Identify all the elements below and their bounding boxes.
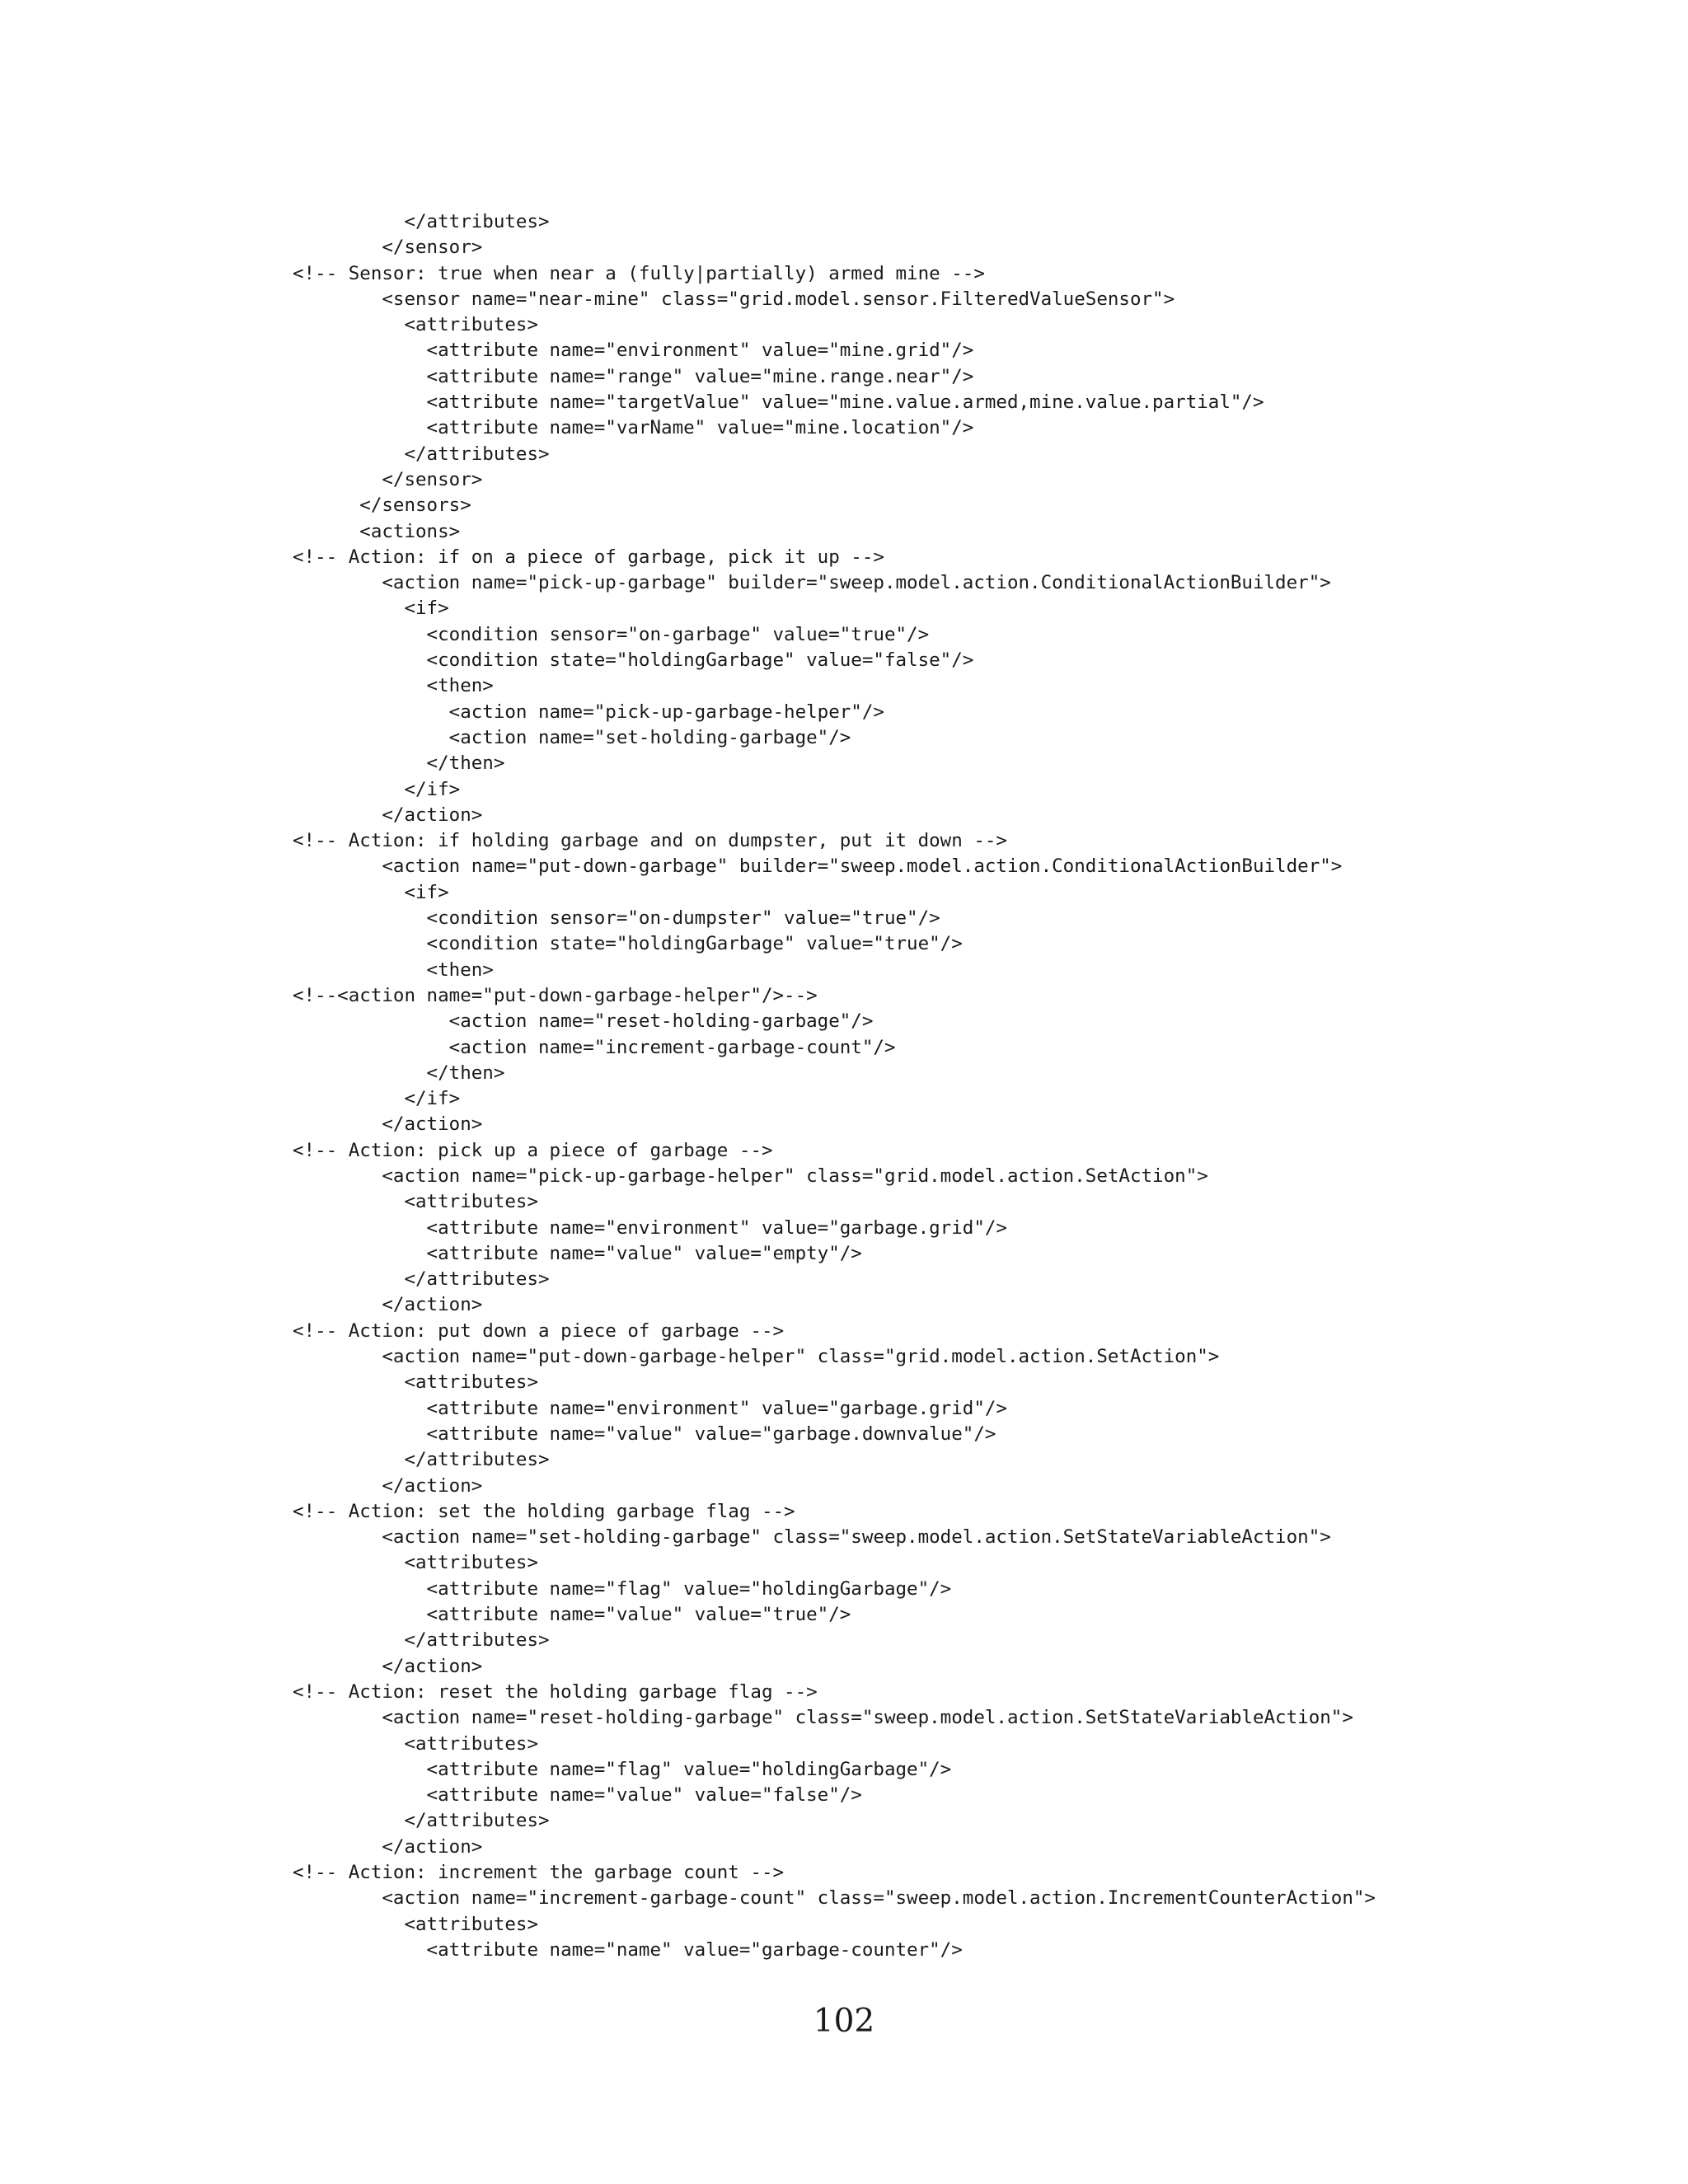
code-line: </action> (293, 1474, 483, 1497)
code-line: <attributes> (293, 1191, 539, 1213)
code-line: <attributes> (293, 314, 539, 336)
code-line: <!-- Action: set the holding garbage flag --> (293, 1500, 795, 1522)
code-line: </attributes> (293, 443, 550, 465)
code-line: </attributes> (293, 1268, 550, 1291)
code-line: <attribute name="environment" value="garbage.grid"/> (293, 1397, 1007, 1419)
code-line: <action name="set-holding-garbage" class="sweep.model.action.SetStateVariableAction"> (293, 1526, 1331, 1549)
code-line: <attribute name="flag" value="holdingGarbage"/> (293, 1577, 952, 1600)
code-line: <action name="put-down-garbage" builder="sweep.model.action.ConditionalActionBuilder"> (293, 855, 1343, 878)
code-line: <!-- Sensor: true when near a (fully|partially) armed mine --> (293, 262, 985, 284)
code-line: <attribute name="range" value="mine.range.near"/> (293, 365, 974, 387)
code-line: <action name="increment-garbage-count" class="sweep.model.action.IncrementCounterAction"> (293, 1887, 1376, 1910)
code-line: <attribute name="flag" value="holdingGarbage"/> (293, 1758, 952, 1780)
code-line: </sensors> (293, 494, 471, 517)
code-line: <attributes> (293, 1552, 539, 1574)
code-line: <attribute name="environment" value="garbage.grid"/> (293, 1216, 1007, 1239)
code-line: <attributes> (293, 1371, 539, 1394)
code-line: </then> (293, 752, 505, 775)
code-line: <if> (293, 881, 449, 903)
code-line: <condition sensor="on-garbage" value="true"/> (293, 623, 930, 645)
code-line: <attribute name="value" value="true"/> (293, 1604, 851, 1626)
code-line: <attribute name="targetValue" value="mine.value.armed,mine.value.partial"/> (293, 391, 1264, 414)
code-line: <action name="increment-garbage-count"/> (293, 1036, 896, 1058)
code-line: </sensor> (293, 237, 483, 259)
code-line: <attributes> (293, 1913, 539, 1935)
code-line: <actions> (293, 520, 461, 542)
code-line: </if> (293, 1088, 461, 1110)
code-line: <action name="reset-holding-garbage"/> (293, 1010, 874, 1033)
code-line: <then> (293, 958, 494, 981)
code-line: <action name="pick-up-garbage-helper" class="grid.model.action.SetAction"> (293, 1165, 1208, 1187)
code-line: <if> (293, 598, 449, 620)
code-line: </attributes> (293, 211, 550, 232)
code-line: <sensor name="near-mine" class="grid.model.sensor.FilteredValueSensor"> (293, 288, 1175, 310)
code-line: <!-- Action: pick up a piece of garbage --> (293, 1139, 773, 1161)
code-line: <condition sensor="on-dumpster" value="true"/> (293, 907, 940, 930)
code-line: <attribute name="name" value="garbage-counter"/> (293, 1938, 963, 1961)
code-line: <then> (293, 675, 494, 697)
code-line: </action> (293, 1655, 483, 1677)
code-line: </action> (293, 1113, 483, 1136)
code-line: <condition state="holdingGarbage" value="true"/> (293, 933, 963, 955)
code-line: </action> (293, 1294, 483, 1316)
code-line: <!--<action name="put-down-garbage-helper"/>--> (293, 984, 818, 1006)
code-line: <!-- Action: if holding garbage and on dumpster, put it down --> (293, 830, 1007, 852)
code-line: <action name="set-holding-garbage"/> (293, 726, 851, 748)
code-line: </action> (293, 1835, 483, 1858)
code-line: <attribute name="value" value="empty"/> (293, 1242, 862, 1264)
code-line: <action name="reset-holding-garbage" class="sweep.model.action.SetStateVariableAction"> (293, 1707, 1353, 1729)
code-line: <!-- Action: if on a piece of garbage, pick it up --> (293, 546, 884, 568)
code-line: <action name="pick-up-garbage" builder="sweep.model.action.ConditionalActionBuilder"> (293, 572, 1331, 594)
code-line: </attributes> (293, 1810, 550, 1832)
code-line: <action name="pick-up-garbage-helper"/> (293, 701, 884, 723)
code-line: </attributes> (293, 1449, 550, 1471)
code-line: </if> (293, 778, 461, 800)
page-number: 102 (813, 2003, 875, 2040)
code-listing (293, 209, 1376, 1963)
code-line: <attribute name="environment" value="mine.grid"/> (293, 340, 974, 362)
code-line: </attributes> (293, 1629, 550, 1652)
code-line: <!-- Action: increment the garbage count --> (293, 1862, 785, 1883)
code-line: <condition state="holdingGarbage" value="false"/> (293, 649, 974, 672)
code-line: <attribute name="varName" value="mine.location"/> (293, 417, 974, 439)
code-line: </action> (293, 804, 483, 826)
code-line: <attribute name="value" value="false"/> (293, 1784, 862, 1807)
code-line: </sensor> (293, 468, 483, 490)
code-line: <!-- Action: reset the holding garbage flag --> (293, 1680, 818, 1703)
code-line: <attributes> (293, 1732, 539, 1755)
code-line: <attribute name="value" value="garbage.downvalue"/> (293, 1422, 996, 1445)
code-line: </then> (293, 1062, 505, 1084)
code-line: <!-- Action: put down a piece of garbage --> (293, 1319, 785, 1342)
code-line: <action name="put-down-garbage-helper" class="grid.model.action.SetAction"> (293, 1346, 1220, 1368)
